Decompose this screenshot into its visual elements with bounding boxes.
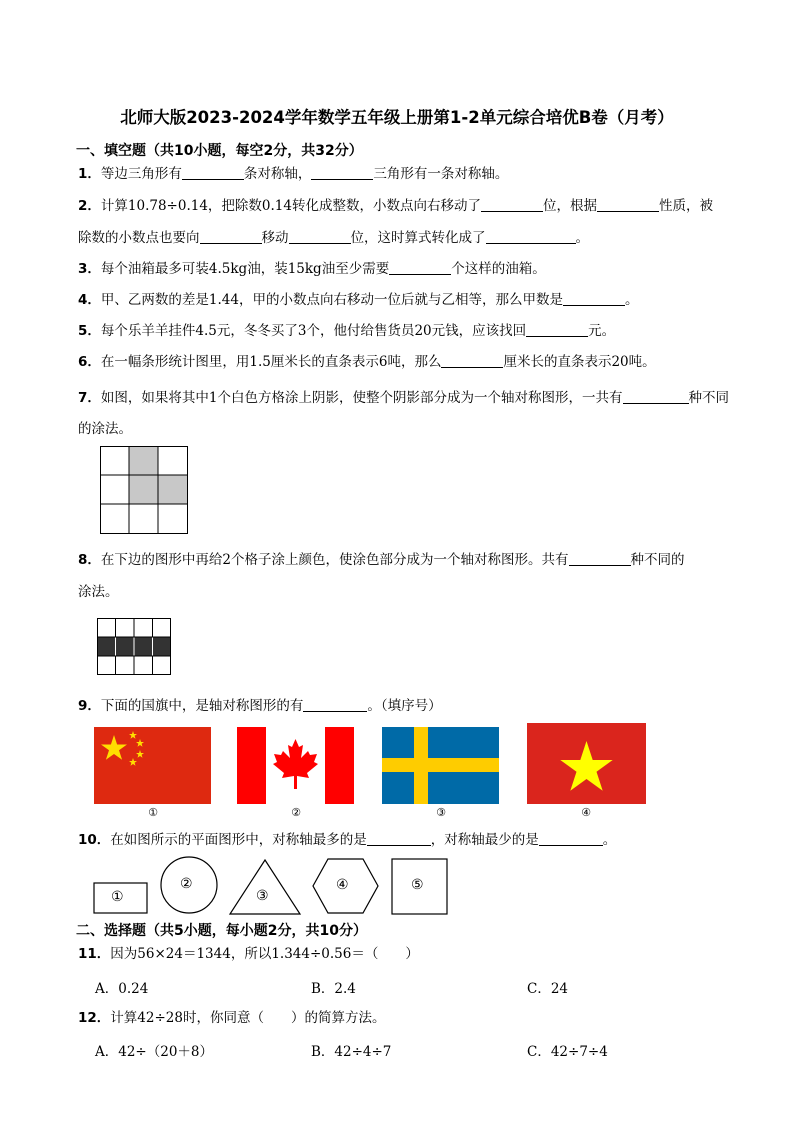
question-3: 3．每个油箱最多可装4.5kg油，装15kg油至少需要 个这样的油箱。 (78, 261, 546, 277)
answer-blank[interactable] (539, 830, 603, 846)
question-12: 12．计算42÷28时，你同意（ ）的简算方法。 (78, 1010, 386, 1026)
answer-blank[interactable] (389, 259, 451, 275)
shape-label-1: ① (111, 889, 124, 905)
shape-label-4: ④ (336, 877, 349, 893)
shape-label-5: ⑤ (411, 877, 424, 893)
q12-option-c[interactable]: C．42÷7÷4 (527, 1044, 608, 1060)
question-4: 4．甲、乙两数的差是1.44，甲的小数点向右移动一位后就与乙相等，那么甲数是 。 (78, 292, 639, 308)
answer-blank[interactable] (182, 164, 244, 180)
answer-blank[interactable] (526, 321, 588, 337)
answer-blank[interactable] (623, 388, 689, 404)
q12-option-b[interactable]: B．42÷4÷7 (311, 1044, 392, 1060)
q11-option-c[interactable]: C．24 (527, 981, 569, 997)
answer-blank[interactable] (486, 228, 576, 244)
question-8-line-2: 涂法。 (78, 584, 119, 600)
shape-label-2: ② (180, 876, 193, 892)
q12-option-a[interactable]: A．42÷（20＋8） (95, 1044, 214, 1060)
q7-shaded-grid (100, 446, 188, 534)
section-heading-choice: 二、选择题（共5小题，每小题2分，共10分） (76, 923, 367, 939)
q11-option-a[interactable]: A．0.24 (95, 981, 149, 997)
question-7: 7．如图，如果将其中1个白色方格涂上阴影，使整个阴影部分成为一个轴对称图形，一共有 种不同的涂法。 (78, 390, 729, 437)
question-8-line-1: 8．在下边的图形中再给2个格子涂上颜色，使涂色部分成为一个轴对称图形。共有 种不同的 (78, 552, 685, 568)
question-9: 9．下面的国旗中，是轴对称图形的有 。（填序号） (78, 698, 442, 714)
grid-cell-shaded (129, 446, 158, 475)
flag-sweden (382, 727, 499, 804)
q11-option-b[interactable]: B．2.4 (311, 981, 356, 997)
flag-label-1: ① (148, 806, 158, 819)
flag-canada (237, 727, 354, 804)
answer-blank[interactable] (289, 228, 351, 244)
flag-label-2: ② (291, 806, 301, 819)
answer-blank[interactable] (311, 164, 373, 180)
question-2-line-1: 2．计算10.78÷0.14，把除数0.14转化成整数，小数点向右移动了 位，根据 性质，被 (78, 198, 713, 214)
shape-label-3: ③ (256, 888, 269, 904)
answer-blank[interactable] (569, 550, 631, 566)
question-6: 6．在一幅条形统计图里，用1.5厘米长的直条表示6吨，那么 厘米长的直条表示20吨。 (78, 354, 656, 370)
grid-cell-shaded (129, 475, 158, 504)
question-11: 11．因为56×24＝1344，所以1.344÷0.56＝（ ） (78, 946, 419, 962)
flag-label-3: ③ (436, 806, 446, 819)
flag-china (94, 727, 211, 804)
grid-cell-shaded (158, 475, 187, 504)
answer-blank[interactable] (303, 696, 367, 712)
page-title: 北师大版2023-2024学年数学五年级上册第1-2单元综合培优B卷（月考） (120, 108, 674, 127)
flag-label-4: ④ (581, 806, 591, 819)
question-1: 1．等边三角形有 条对称轴， 三角形有一条对称轴。 (78, 166, 509, 182)
answer-blank[interactable] (441, 352, 503, 368)
answer-blank[interactable] (367, 830, 431, 846)
shape-triangle (230, 860, 300, 914)
answer-blank[interactable] (563, 290, 625, 306)
flag-vietnam (527, 723, 646, 804)
section-heading-fill-in: 一、填空题（共10小题，每空2分，共32分） (76, 143, 363, 159)
q8-colored-grid (97, 618, 171, 675)
answer-blank[interactable] (481, 196, 543, 212)
question-10: 10．在如图所示的平面图形中，对称轴最多的是 ，对称轴最少的是 。 (78, 832, 617, 848)
answer-blank[interactable] (597, 196, 659, 212)
answer-blank[interactable] (200, 228, 262, 244)
question-5: 5．每个乐羊羊挂件4.5元，冬冬买了3个，他付给售货员20元钱，应该找回 元。 (78, 323, 616, 339)
question-2-line-2: 除数的小数点也要向 移动 位，这时算式转化成了 。 (78, 230, 589, 246)
